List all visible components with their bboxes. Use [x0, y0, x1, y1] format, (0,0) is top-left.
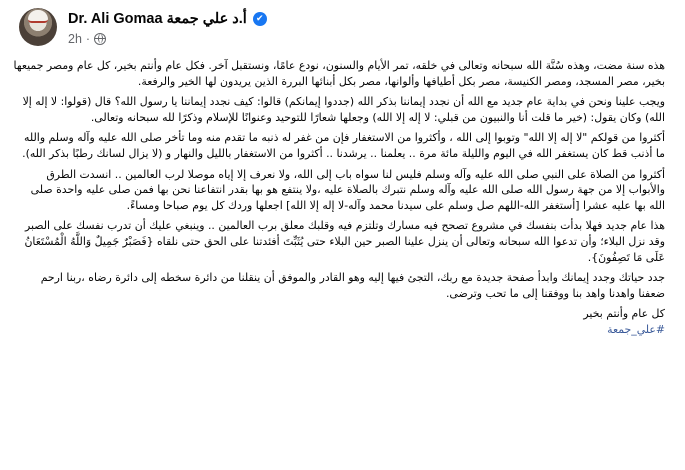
post-body	[12, 58, 665, 338]
post-header	[0, 0, 685, 56]
post-paragraph: هذا عام جديد فهلا بدأت بنفسك في مشروع تصحح فيه مسارك وتلتزم فيه وقلبك معلق برب العالمين .. وينبغي عليك أن تدرب نفسك على الصبر وقد نزل البلاء؛ وأن تدعوا الله سبحانه وتعالى أن ينزل علينا الصبر حين البلاء حتى يُثَبِّتَ أفئدتنا على الحق حتى نلقاه {فَصَبْرٌ جَمِيلٌ وَاللَّهُ الْمُسْتَعَانُ عَلَى مَا تَصِفُونَ}.	[24, 219, 665, 264]
post-meta	[68, 31, 106, 47]
post-paragraph: أكثروا من قولكم "لا إله إلا الله" وتوبوا إلى الله ، وأكثروا من الاستغفار فإن من غفر له ذنبه ما تقدم منه وما تأخر صلى الله عليه وآله وسلم والله ما أذنب قط كان يستغفر الله في اليوم والليلة مائة مرة .. يعلمنا .. يرشدنا .. أكثروا من الاستغفار بالليل والنهار و (لا يزال لسانك رطبًا بذكر الله).	[22, 131, 665, 160]
post-time[interactable]: 2h	[68, 32, 82, 46]
author-avatar[interactable]	[19, 8, 57, 46]
post-paragraph: أكثروا من الصلاة على النبي صلى الله عليه وآله وسلم فليس لنا سواه باب إلى الله، ولا نعرف إلا إياه موصلا لرب العالمين .. انسدت الطرق والأبواب إلا من جهة رسول الله صلى الله عليه وآله وسلم نتبرك بالصلاة عليه ،ولا ينتفع هو بها بقدر انتفاعنا نحن بها فمن صلى عليه واحدة صلى الله بها عليه عشرا [أستغفر الله-اللهم صل وسلم على سيدنا محمد وآله-لا إله إلا الله] اجعلها وردك كل يوم صباحا ومساءً.	[30, 167, 665, 212]
post-paragraph: ويجب علينا ونحن في بداية عام جديد مع الله أن نجدد إيماننا بذكر الله (جددوا إيمانكم) قالوا: كيف نجدد إيماننا يا رسول الله؟ قال (قولوا: لا إله إلا الله) وكان يقول: (خير ما قلت أنا والنبيون من قبلي: لا إله إلا الله) وجعلها شعارًا للتوحيد وعنوانًا للإسلام وذكرًا لله سبحانه وتعالى.	[22, 95, 665, 124]
author-name[interactable]: Dr. Ali Gomaa أ.د علي جمعة	[68, 11, 247, 27]
author-name-row	[68, 9, 267, 29]
hashtag-link[interactable]: #علي_جمعة	[607, 322, 665, 336]
verified-badge-icon: ✔	[253, 12, 267, 26]
globe-icon[interactable]	[94, 33, 106, 45]
post-paragraph: هذه سنة مضت، وهذه سُنَّة الله سبحانه وتعالى في خلقه، تمر الأيام والسنون، نودع عامًا، ونستقبل آخر. فكل عام وأنتم بخير، كل عام ومصر جميعها بخير، مصر المسجد، ومصر الكنيسة، مصر بكل أطيافها وألوانها، مصر بكل أبنائها البررة الذين يريدون لها الخير والرفعة.	[13, 59, 665, 88]
post-paragraph: جدد حياتك وجدد إيمانك وابدأ صفحة جديدة مع ربك، التجئ فيها إليه وهو القادر والموفق أن ينقلنا من دائرة سخطه إلى دائرة رضاه ،ربنا ارحم ضعفنا واهدنا واهد بنا ووفقنا إلى ما تحب وترضى.	[40, 271, 665, 300]
meta-separator: ·	[85, 32, 91, 46]
post-closing: كل عام وأنتم بخير	[583, 307, 665, 321]
